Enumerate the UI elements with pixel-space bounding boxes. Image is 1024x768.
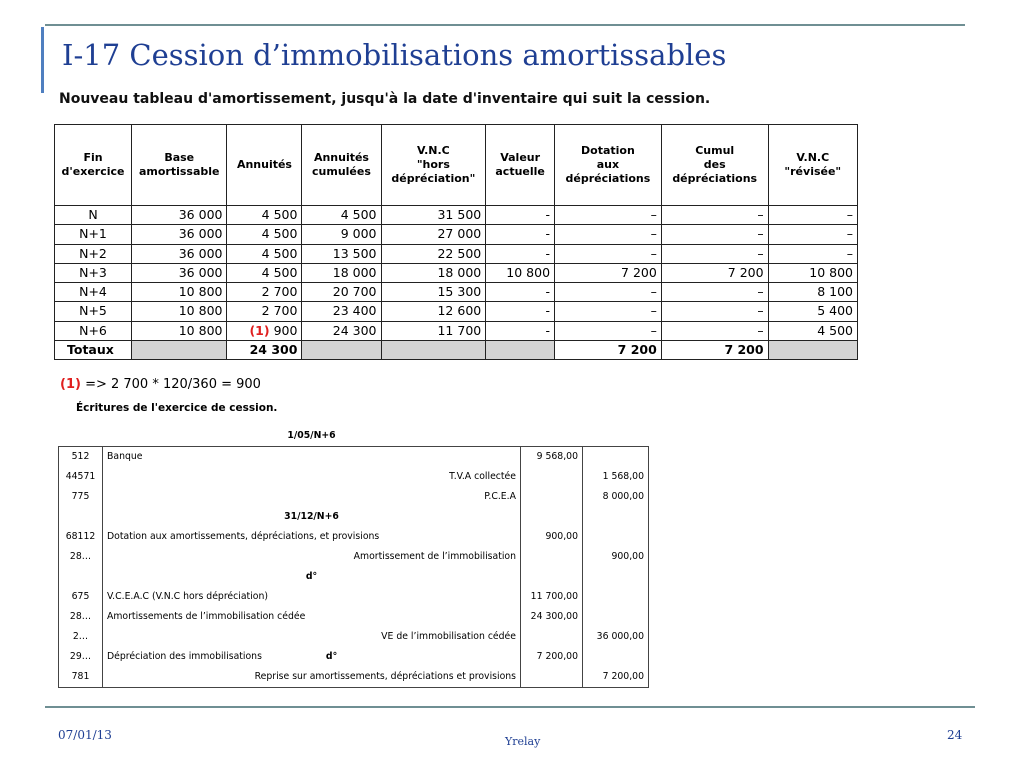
journal-account: 512 [59, 447, 103, 468]
footer-author: Yrelay [505, 735, 541, 748]
cell-vnc-hors: 11 700 [381, 321, 486, 340]
journal-account: 28… [59, 607, 103, 627]
journal-date: 1/05/N+6 [287, 430, 336, 441]
col-header-base: Base amortissable [132, 125, 227, 206]
journal-line [59, 447, 649, 468]
cell-base: 10 800 [132, 283, 227, 302]
cell-valeur-actuelle: - [486, 321, 555, 340]
cell-base: 10 800 [132, 302, 227, 321]
journal-account: 675 [59, 587, 103, 607]
cell-base: 36 000 [132, 206, 227, 225]
cell-valeur-actuelle: - [486, 225, 555, 244]
cell-cumul-annuites: 9 000 [302, 225, 381, 244]
journal-label: VE de l’immobilisation cédée [103, 627, 521, 647]
journal-credit: 7 200,00 [583, 667, 649, 688]
journal-credit [583, 447, 649, 468]
col-header-vnc-hors: V.N.C "hors dépréciation" [381, 125, 486, 206]
journal-debit [521, 487, 583, 507]
journal-credit: 900,00 [583, 547, 649, 567]
journal-debit: 9 568,00 [521, 447, 583, 468]
cell-annuite: 4 500 [227, 244, 302, 263]
cell-dotation: – [555, 244, 662, 263]
totals-shaded-cell [302, 340, 381, 359]
journal-label: P.C.E.A [103, 487, 521, 507]
cell-vnc-hors: 31 500 [381, 206, 486, 225]
journal-label: Dépréciation des immobilisations [107, 651, 262, 662]
table-row [55, 225, 858, 244]
journal-label: Reprise sur amortissements, dépréciations et provisions [103, 667, 521, 688]
journal-debit [521, 547, 583, 567]
journal-line [59, 667, 649, 688]
cell-cumul-annuites: 18 000 [302, 263, 381, 282]
amortization-table [54, 124, 858, 360]
header-row [55, 125, 858, 206]
table-row [55, 302, 858, 321]
totals-shaded-cell [768, 340, 857, 359]
subtitle-period: . [704, 91, 711, 107]
col-header-valeur-actuelle: Valeur actuelle [486, 125, 555, 206]
cell-base: 36 000 [132, 263, 227, 282]
cell-annuite-with-note [227, 321, 302, 340]
cell-cumul-annuites: 24 300 [302, 321, 381, 340]
table-row [55, 206, 858, 225]
cell-vnc-revisee: 10 800 [768, 263, 857, 282]
table-subtitle [59, 91, 710, 107]
totals-dotation: 7 200 [555, 340, 662, 359]
cell-cumul-dep: – [661, 244, 768, 263]
journal-line [59, 467, 649, 487]
col-header-fin-exercice: Fin d'exercice [55, 125, 132, 206]
journal-line [59, 627, 649, 647]
cell-dotation: – [555, 283, 662, 302]
note-marker: (1) [249, 322, 270, 338]
col-header-cumul: Cumul des dépréciations [661, 125, 768, 206]
cell-cumul-dep: – [661, 302, 768, 321]
cell-vnc-revisee: 4 500 [768, 321, 857, 340]
journal-line [59, 527, 649, 547]
totals-shaded-cell [132, 340, 227, 359]
cell-valeur-actuelle: - [486, 206, 555, 225]
subtitle-text: Nouveau tableau d'amortissement, jusqu'à la date d'inventaire qui suit la cession [59, 91, 705, 107]
journal-account: 775 [59, 487, 103, 507]
journal-debit: 900,00 [521, 527, 583, 547]
cell-annuite: 900 [273, 322, 298, 338]
footnote-marker: (1) [60, 377, 81, 392]
cell-period: N+5 [55, 302, 132, 321]
journal-credit: 36 000,00 [583, 627, 649, 647]
journal-debit: 11 700,00 [521, 587, 583, 607]
journal-account: 28… [59, 547, 103, 567]
cell-cumul-annuites: 20 700 [302, 283, 381, 302]
totals-cumul: 7 200 [661, 340, 768, 359]
cell-dotation: – [555, 321, 662, 340]
cell-cumul-annuites: 4 500 [302, 206, 381, 225]
footer-date: 07/01/13 [58, 728, 112, 742]
footnote-text: => 2 700 * 120/360 = 900 [80, 377, 261, 392]
journal-credit: 8 000,00 [583, 487, 649, 507]
journal-ditto: d° [103, 567, 521, 587]
journal-label: Amortissements de l’immobilisation cédée [103, 607, 521, 627]
cell-cumul-annuites: 13 500 [302, 244, 381, 263]
col-header-dotation: Dotation aux dépréciations [555, 125, 662, 206]
journal-ditto: d° [325, 651, 338, 662]
totals-shaded-cell [486, 340, 555, 359]
cell-vnc-revisee: – [768, 244, 857, 263]
cell-valeur-actuelle: - [486, 283, 555, 302]
journal-line [59, 487, 649, 507]
journal-debit [521, 467, 583, 487]
journal-line [59, 647, 649, 667]
journal-debit: 7 200,00 [521, 647, 583, 667]
cell-period: N+1 [55, 225, 132, 244]
journal-line [59, 547, 649, 567]
journal-date-row [59, 426, 649, 447]
cell-vnc-hors: 18 000 [381, 263, 486, 282]
col-header-annuites-cumulees: Annuités cumulées [302, 125, 381, 206]
cell-vnc-hors: 15 300 [381, 283, 486, 302]
journal-credit [583, 527, 649, 547]
cell-dotation: – [555, 302, 662, 321]
cell-cumul-dep: 7 200 [661, 263, 768, 282]
cell-vnc-revisee: 5 400 [768, 302, 857, 321]
cell-annuite: 2 700 [227, 283, 302, 302]
footnote [60, 377, 261, 392]
totals-shaded-cell [381, 340, 486, 359]
col-header-vnc-revisee: V.N.C "révisée" [768, 125, 857, 206]
journal-line [59, 587, 649, 607]
col-header-annuites: Annuités [227, 125, 302, 206]
cell-vnc-hors: 27 000 [381, 225, 486, 244]
journal-label: Amortissement de l’immobilisation [103, 547, 521, 567]
cell-period: N+4 [55, 283, 132, 302]
cell-cumul-dep: – [661, 225, 768, 244]
cell-valeur-actuelle: 10 800 [486, 263, 555, 282]
journal-label: Dotation aux amortissements, dépréciations, et provisions [103, 527, 521, 547]
table-row [55, 263, 858, 282]
journal-line [59, 607, 649, 627]
journal-label: V.C.E.A.C (V.N.C hors dépréciation) [103, 587, 521, 607]
journal-label: T.V.A collectée [103, 467, 521, 487]
journal-account: 29… [59, 647, 103, 667]
journal-label-with-ditto [103, 647, 521, 667]
totals-row [55, 340, 858, 359]
journal-account: 2… [59, 627, 103, 647]
cell-vnc-hors: 22 500 [381, 244, 486, 263]
table-row [55, 283, 858, 302]
journal-account: 44571 [59, 467, 103, 487]
journal-credit: 1 568,00 [583, 467, 649, 487]
journal-label: Banque [103, 447, 521, 468]
cell-valeur-actuelle: - [486, 302, 555, 321]
cell-cumul-annuites: 23 400 [302, 302, 381, 321]
cell-period: N+2 [55, 244, 132, 263]
slide-title: I-17 Cession d’immobilisations amortissables [62, 38, 727, 72]
cell-base: 10 800 [132, 321, 227, 340]
cell-annuite: 4 500 [227, 225, 302, 244]
cell-cumul-dep: – [661, 321, 768, 340]
journal-debit [521, 627, 583, 647]
cell-cumul-dep: – [661, 283, 768, 302]
cell-valeur-actuelle: - [486, 244, 555, 263]
cell-vnc-hors: 12 600 [381, 302, 486, 321]
cell-base: 36 000 [132, 225, 227, 244]
cell-annuite: 4 500 [227, 206, 302, 225]
journal-date: 31/12/N+6 [103, 507, 521, 527]
bottom-rule [45, 706, 975, 708]
top-rule [45, 24, 965, 26]
cell-base: 36 000 [132, 244, 227, 263]
journal-account: 68112 [59, 527, 103, 547]
cell-annuite: 4 500 [227, 263, 302, 282]
cell-dotation: – [555, 225, 662, 244]
journal-date-row [59, 507, 649, 527]
journal-debit: 24 300,00 [521, 607, 583, 627]
journal-credit [583, 647, 649, 667]
page-number: 24 [947, 728, 963, 742]
cell-dotation: 7 200 [555, 263, 662, 282]
cell-vnc-revisee: – [768, 206, 857, 225]
cell-dotation: – [555, 206, 662, 225]
journal-entries [58, 426, 648, 691]
table-row [55, 244, 858, 263]
journal-debit [521, 667, 583, 688]
cell-period: N+3 [55, 263, 132, 282]
cell-cumul-dep: – [661, 206, 768, 225]
totals-label: Totaux [55, 340, 132, 359]
cell-period: N+6 [55, 321, 132, 340]
entries-title: Écritures de l'exercice de cession. [76, 402, 278, 414]
cell-period: N [55, 206, 132, 225]
cell-vnc-revisee: 8 100 [768, 283, 857, 302]
journal-date-row [59, 567, 649, 587]
journal-credit [583, 587, 649, 607]
cell-vnc-revisee: – [768, 225, 857, 244]
totals-annuites: 24 300 [227, 340, 302, 359]
journal-credit [583, 607, 649, 627]
table-row [55, 321, 858, 340]
cell-annuite: 2 700 [227, 302, 302, 321]
journal-account: 781 [59, 667, 103, 688]
title-accent-bar [41, 27, 44, 93]
